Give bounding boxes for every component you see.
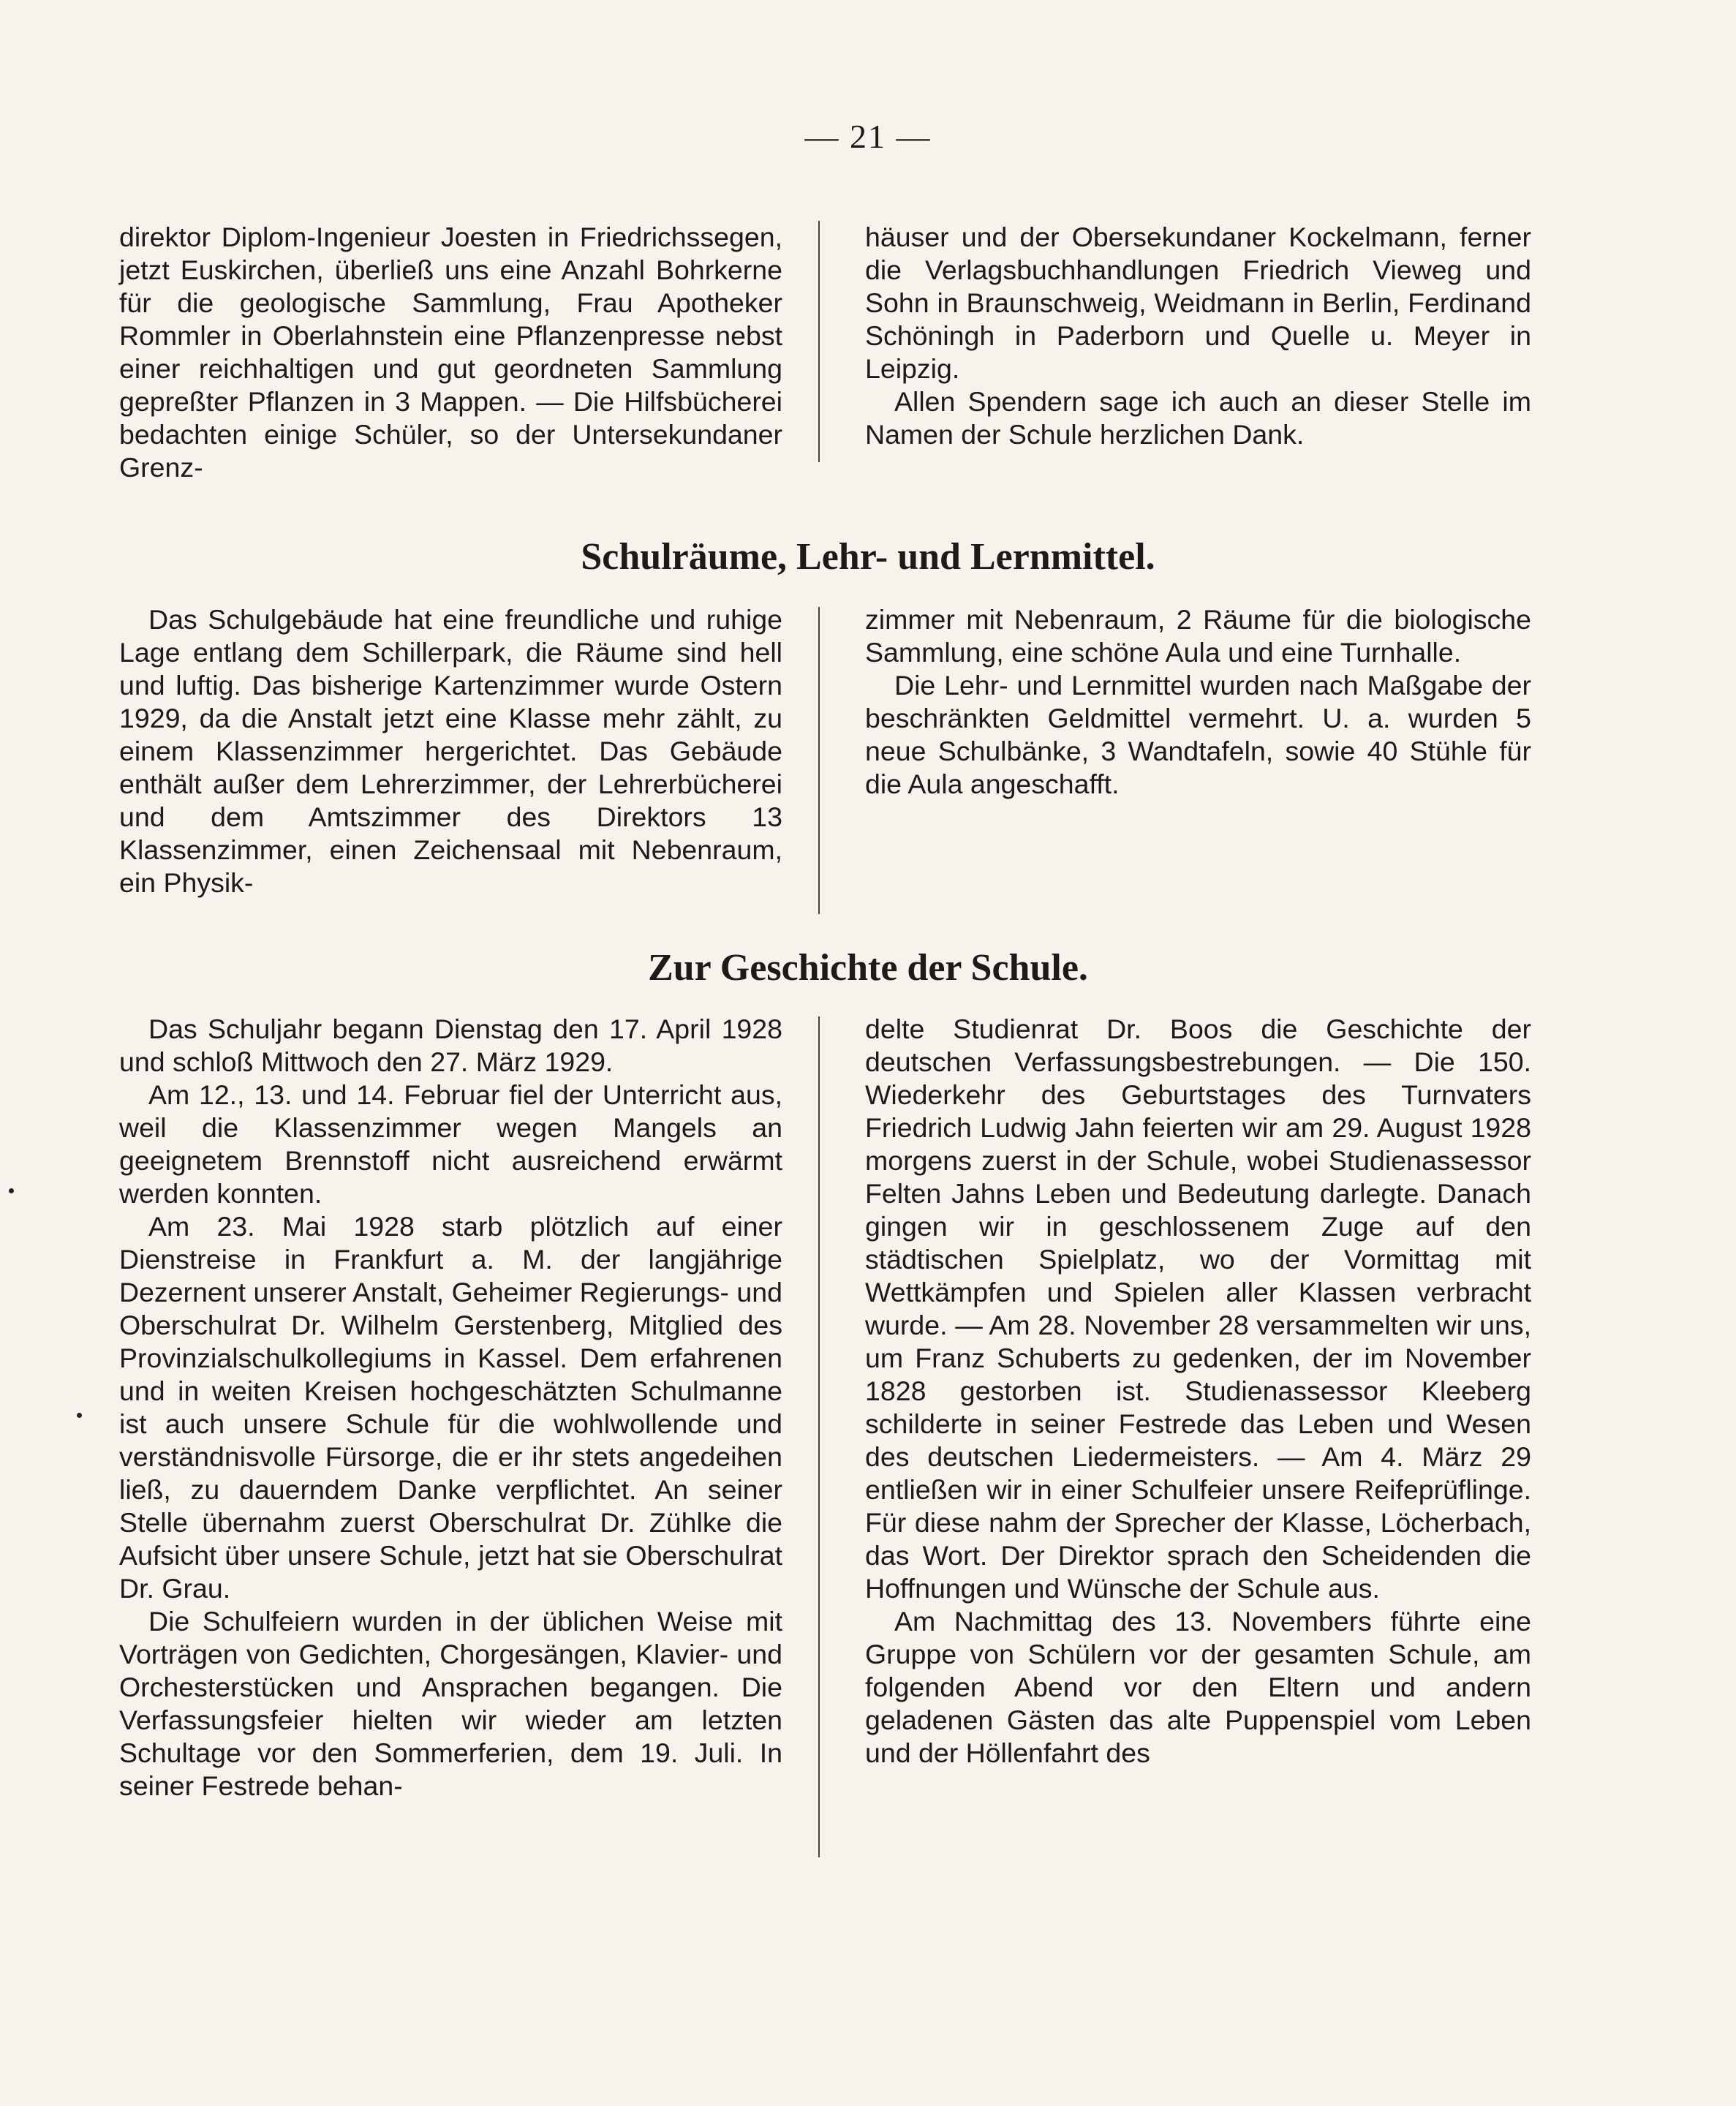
paragraph: häuser und der Obersekundaner Kockelmann, ferner die Verlagsbuchhandlungen Friedrich Vieweg und Sohn in Braunschweig, Weidmann in Berlin, Ferdinand Schöningh in Paderborn und Quelle u. Meyer in Leipzig. [865, 222, 1531, 384]
margin-mark [9, 1188, 14, 1193]
paragraph: Das Schuljahr begann Dienstag den 17. April 1928 und schloß Mittwoch den 27. März 1929. [119, 1014, 782, 1077]
paragraph: Die Schulfeiern wurden in der üblichen Weise mit Vorträgen von Gedichten, Chorgesängen, Klavier- und Orchesterstücken und Ansprachen begangen. Die Verfassungsfeier hielten wir wieder am letzten Schultage vor den Sommerferien, dem 19. Juli. In seiner Festrede behan- [119, 1606, 782, 1801]
section3-right-column [865, 1013, 1531, 1770]
section1-right-column [865, 221, 1531, 451]
paragraph: zimmer mit Nebenraum, 2 Räume für die biologische Sammlung, eine schöne Aula und eine Turnhalle. [865, 604, 1531, 668]
section2-left-column [119, 603, 782, 899]
paragraph: Die Lehr- und Lernmittel wurden nach Maßgabe der beschränkten Geldmittel vermehrt. U. a. wurden 5 neue Schulbänke, 3 Wandtafeln, sowie 40 Stühle für die Aula angeschafft. [865, 670, 1531, 799]
paragraph: Das Schulgebäude hat eine freundliche und ruhige Lage entlang dem Schillerpark, die Räume sind hell und luftig. Das bisherige Kartenzimmer wurde Ostern 1929, da die Anstalt jetzt eine Klasse mehr zählt, zu einem Klassenzimmer hergerichtet. Das Gebäude enthält außer dem Lehrerzimmer, der Lehrerbücherei und dem Amtszimmer des Direktors 13 Klassenzimmer, einen Zeichensaal mit Nebenraum, ein Physik- [119, 604, 782, 898]
paragraph: Am 23. Mai 1928 starb plötzlich auf einer Dienstreise in Frankfurt a. M. der langjährige Dezernent unserer Anstalt, Geheimer Regierungs- und Oberschulrat Dr. Wilhelm Gerstenberg, Mitglied des Provinzialschulkollegiums in Kassel. Dem erfahrenen und in weiten Kreisen hochgeschätzten Schulmanne ist auch unsere Schule für die wohlwollende und verständnisvolle Fürsorge, die er ihr stets angedeihen ließ, zu dauerndem Danke verpflichtet. An seiner Stelle übernahm zuerst Oberschulrat Dr. Zühlke die Aufsicht über unsere Schule, jetzt hat sie Oberschulrat Dr. Grau. [119, 1211, 782, 1604]
margin-mark [77, 1413, 82, 1418]
section-heading-history: Zur Geschichte der Schule. [648, 947, 1088, 989]
section-heading-rooms: Schulräume, Lehr- und Lernmittel. [581, 536, 1155, 578]
page-number: — 21 — [804, 118, 932, 155]
paragraph: delte Studienrat Dr. Boos die Geschichte der deutschen Verfassungsbestrebungen. — Die 150. Wiederkehr des Geburtstages des Turnvaters Friedrich Ludwig Jahn feierten wir am 29. August 1928 morgens zuerst in der Schule, wobei Studienassessor Felten Jahns Leben und Bedeutung darlegte. Danach gingen wir in geschlossenem Zuge auf den städtischen Spielplatz, wo der Vormittag mit Wettkämpfen und Spielen aller Klassen verbracht wurde. — Am 28. November 28 versammelten wir uns, um Franz Schuberts zu gedenken, der im November 1828 gestorben ist. Studienassessor Kleeberg schilderte in seiner Festrede das Leben und Wesen des deutschen Liedermeisters. — Am 4. März 29 entließen wir in einer Schulfeier unsere Reifeprüflinge. Für diese nahm der Sprecher der Klasse, Löcherbach, das Wort. Der Direktor sprach den Scheidenden die Hoffnungen und Wünsche der Schule aus. [865, 1014, 1531, 1604]
column-divider [818, 1016, 820, 1857]
section2-right-column [865, 603, 1531, 801]
section1-left-column [119, 221, 782, 484]
paragraph: Am 12., 13. und 14. Februar fiel der Unterricht aus, weil die Klassenzimmer wegen Mangels an geeignetem Brennstoff nicht ausreichend erwärmt werden konnten. [119, 1079, 782, 1209]
paragraph: direktor Diplom-Ingenieur Joesten in Friedrichssegen, jetzt Euskirchen, überließ uns eine Anzahl Bohrkerne für die geologische Sammlung, Frau Apotheker Rommler in Oberlahnstein eine Pflanzenpresse nebst einer reichhaltigen und gut geordneten Sammlung gepreßter Pflanzen in 3 Mappen. — Die Hilfsbücherei bedachten einige Schüler, so der Untersekundaner Grenz- [119, 222, 782, 483]
column-divider [818, 607, 820, 914]
column-divider [818, 221, 820, 462]
paragraph: Allen Spendern sage ich auch an dieser Stelle im Namen der Schule herzlichen Dank. [865, 386, 1531, 450]
paragraph: Am Nachmittag des 13. Novembers führte eine Gruppe von Schülern vor der gesamten Schule, am folgenden Abend vor den Eltern und andern geladenen Gästen das alte Puppenspiel vom Leben und der Höllenfahrt des [865, 1606, 1531, 1768]
section3-left-column [119, 1013, 782, 1803]
